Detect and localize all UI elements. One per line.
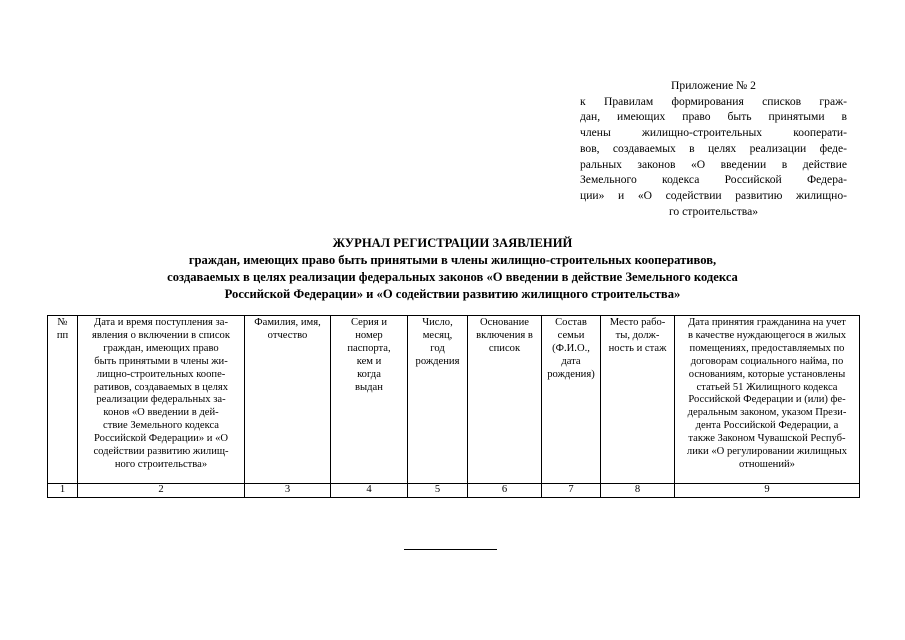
appendix-line: ральных законов «О введении в действие [580,157,847,171]
title-main: ЖУРНАЛ РЕГИСТРАЦИИ ЗАЯВЛЕНИЙ [332,236,573,250]
column-number-row [48,484,860,498]
appendix-line: вов, создаваемых в целях реализации феде- [580,141,847,155]
column-number: 6 [468,484,542,498]
appendix-line: Земельного кодекса Российской Федера- [580,173,847,187]
column-number: 2 [78,484,245,498]
appendix-line: дан, имеющих право быть принятыми в [580,110,847,124]
closing-divider-line [404,549,497,550]
appendix-text [580,94,847,220]
column-number: 7 [542,484,601,498]
appendix-line: к Правилам формирования списков граж- [580,94,847,108]
title-line: Российской Федерации» и «О содействии развитию жилищного строительства» [224,287,681,301]
column-number: 1 [48,484,78,498]
column-number: 8 [601,484,675,498]
column-header-workplace: Место рабо- ты, долж- ность и стаж [601,316,675,484]
column-number: 5 [408,484,468,498]
appendix-line: члены жилищно-строительных кооперати- [580,126,847,140]
appendix-heading: Приложение № 2 [671,79,756,92]
column-number: 9 [675,484,860,498]
title-line: создаваемых в целях реализации федеральных законов «О введении в действие Земельного кодекса [167,270,738,284]
column-number: 3 [245,484,331,498]
document-title [60,235,845,303]
column-header-family: Состав семьи (Ф.И.О., дата рождения) [542,316,601,484]
appendix-note [580,78,847,219]
column-header-number: № пп [48,316,78,484]
appendix-line: го строительства» [668,204,759,218]
appendix-line: ции» и «О содействии развитию жилищно- [580,188,847,202]
registration-journal-table [47,315,860,498]
column-number: 4 [331,484,408,498]
column-header-inclusion-basis: Основание включения в список [468,316,542,484]
column-header-passport: Серия и номер паспорта, кем и когда выдан [331,316,408,484]
title-line: граждан, имеющих право быть принятыми в члены жилищно-строительных кооперативов, [188,253,717,267]
column-header-application-date: Дата и время поступления за- явления о включении в список граждан, имеющих право быть принятыми в члены жи- лищно-строительных коопе- ративов, создаваемых в целях реализации федеральных за- конов «О введении в дей- ствие Земельного кодекса Российской Федерации» и «О содействии развитию жилищ- ного строительства» [78,316,245,484]
column-header-full-name: Фамилия, имя, отчество [245,316,331,484]
column-header-registration-date: Дата принятия гражданина на учет в качестве нуждающегося в жилых помещениях, предоставляемых по договорам социального найма, по основаниям, которые установлены статьей 51 Жилищного кодекса Российской Федерации и (или) фе- деральным законом, указом Прези- дента Российской Федерации, а также Законом Чувашской Респуб- лики «О регулировании жилищных отношений» [675,316,860,484]
header-row [48,316,860,484]
column-header-birth-date: Число, месяц, год рождения [408,316,468,484]
